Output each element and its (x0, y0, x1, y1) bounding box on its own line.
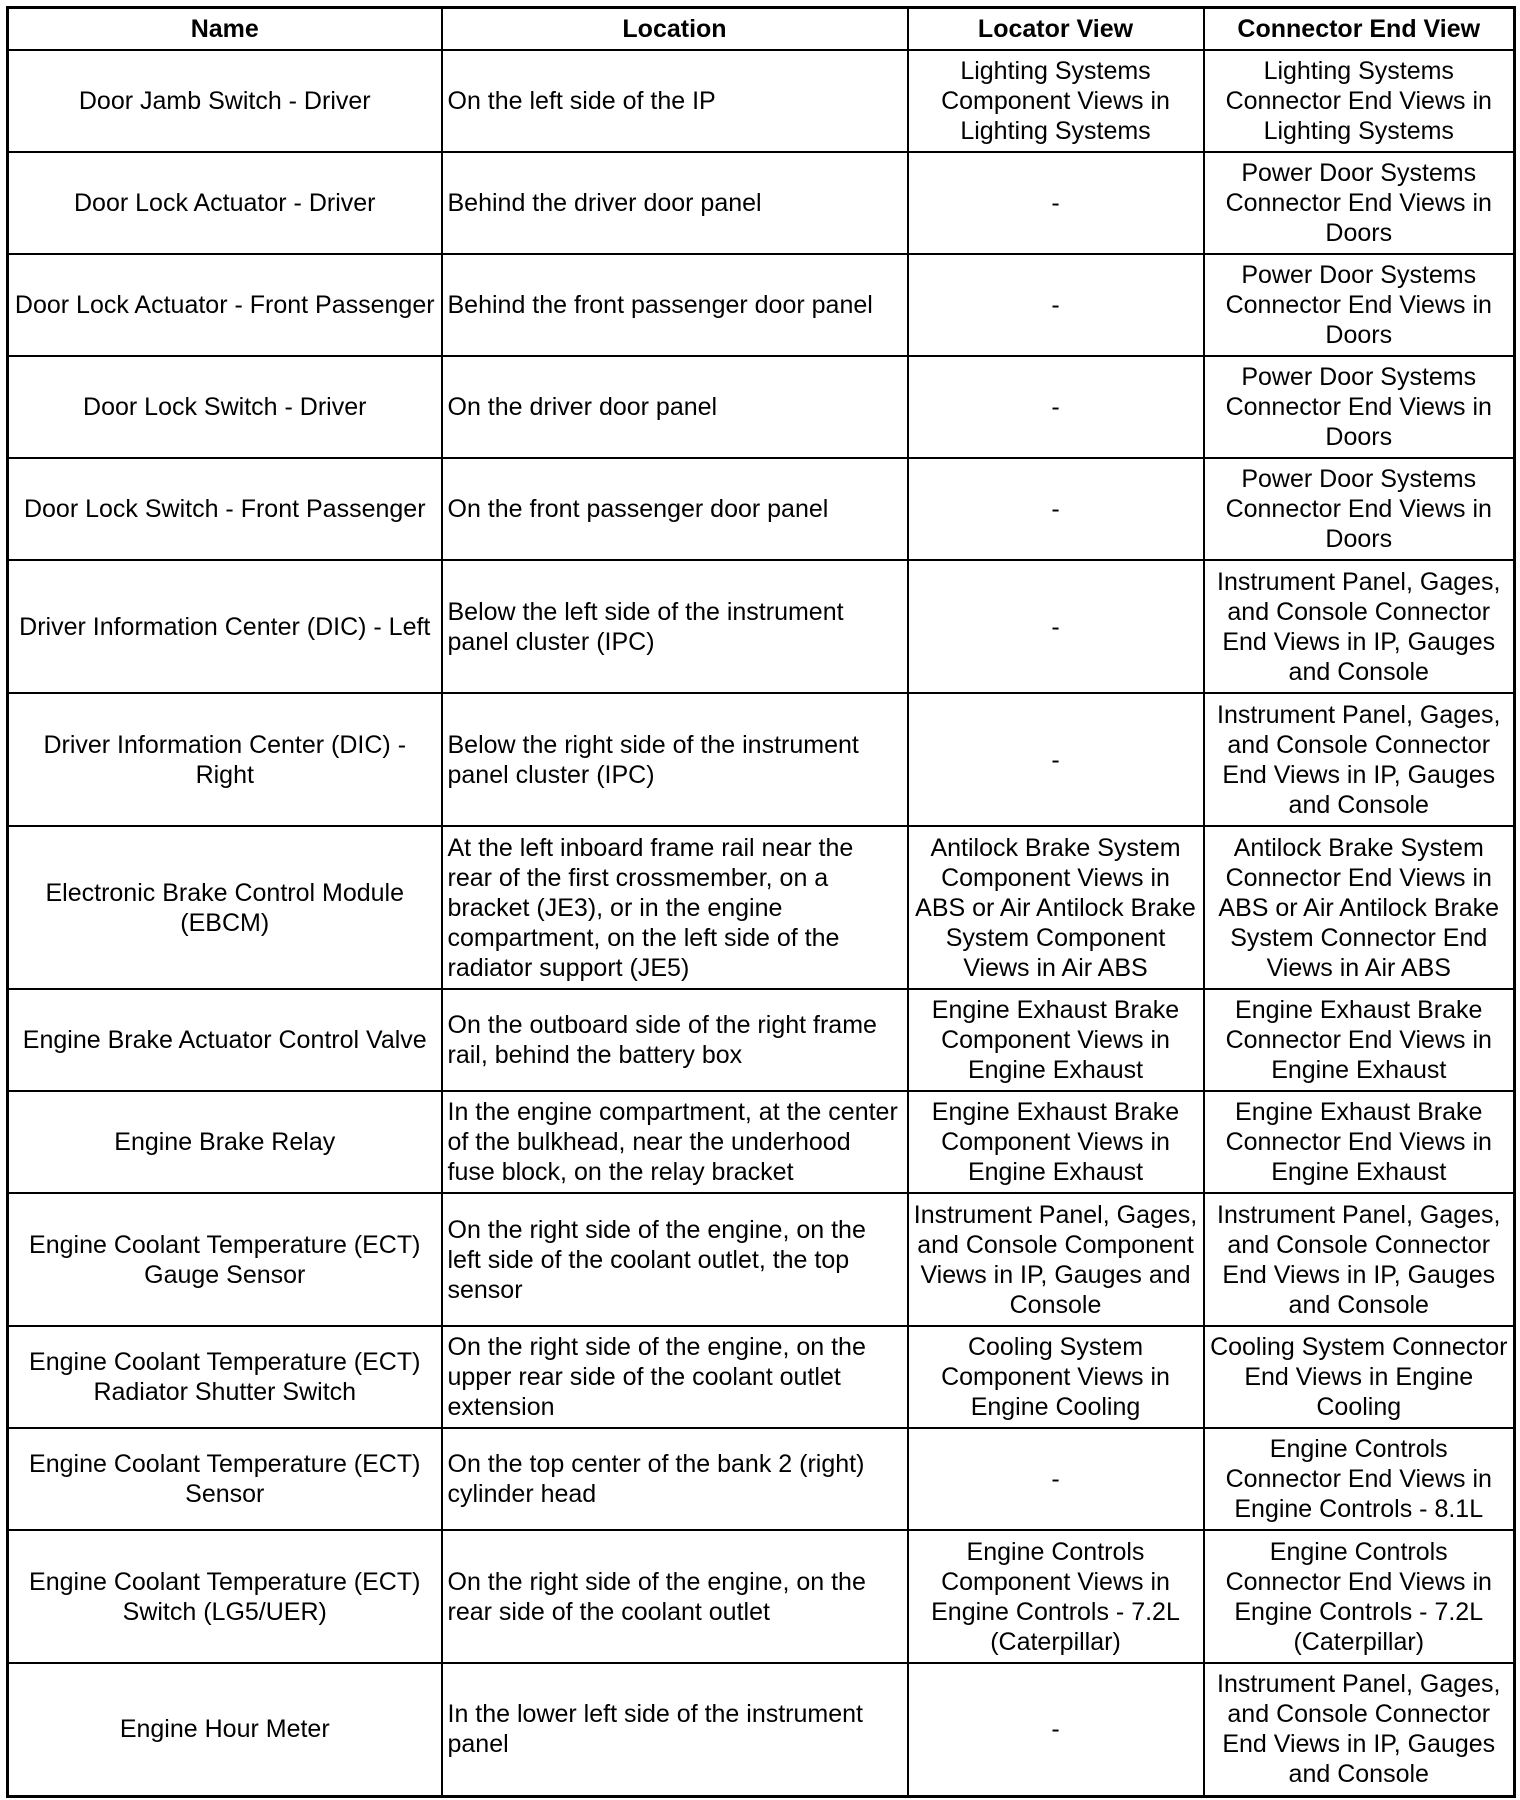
cell-locator-view: - (908, 356, 1204, 458)
cell-connector-end-view: Power Door Systems Connector End Views in Doors (1204, 152, 1515, 254)
cell-name: Driver Information Center (DIC) - Left (8, 560, 442, 693)
cell-name: Door Jamb Switch - Driver (8, 50, 442, 152)
cell-location: In the lower left side of the instrument panel (442, 1663, 908, 1796)
cell-name: Engine Hour Meter (8, 1663, 442, 1796)
cell-name: Door Lock Actuator - Front Passenger (8, 254, 442, 356)
cell-name: Engine Brake Relay (8, 1091, 442, 1193)
table-row (8, 560, 1515, 693)
cell-location: On the left side of the IP (442, 50, 908, 152)
table-row (8, 1663, 1515, 1796)
cell-locator-view: - (908, 1663, 1204, 1796)
cell-connector-end-view: Instrument Panel, Gages, and Console Connector End Views in IP, Gauges and Console (1204, 560, 1515, 693)
cell-location: Behind the front passenger door panel (442, 254, 908, 356)
cell-name: Door Lock Switch - Driver (8, 356, 442, 458)
table-row (8, 50, 1515, 152)
cell-location: On the top center of the bank 2 (right) cylinder head (442, 1428, 908, 1530)
cell-name: Engine Brake Actuator Control Valve (8, 989, 442, 1091)
table-row (8, 356, 1515, 458)
cell-locator-view: Antilock Brake System Component Views in ABS or Air Antilock Brake System Component Views in Air ABS (908, 826, 1204, 989)
cell-location: On the driver door panel (442, 356, 908, 458)
cell-locator-view: - (908, 560, 1204, 693)
table-row (8, 254, 1515, 356)
cell-locator-view: Engine Exhaust Brake Component Views in Engine Exhaust (908, 1091, 1204, 1193)
cell-location: On the right side of the engine, on the left side of the coolant outlet, the top sensor (442, 1193, 908, 1326)
cell-locator-view: - (908, 254, 1204, 356)
cell-name: Door Lock Switch - Front Passenger (8, 458, 442, 560)
table-row (8, 1530, 1515, 1663)
table-row (8, 458, 1515, 560)
cell-location: On the front passenger door panel (442, 458, 908, 560)
table-row (8, 826, 1515, 989)
cell-locator-view: - (908, 1428, 1204, 1530)
cell-connector-end-view: Antilock Brake System Connector End Views in ABS or Air Antilock Brake System Connector End Views in Air ABS (1204, 826, 1515, 989)
cell-connector-end-view: Instrument Panel, Gages, and Console Connector End Views in IP, Gauges and Console (1204, 1193, 1515, 1326)
table-row (8, 1428, 1515, 1530)
cell-locator-view: Lighting Systems Component Views in Lighting Systems (908, 50, 1204, 152)
cell-location: On the outboard side of the right frame rail, behind the battery box (442, 989, 908, 1091)
cell-connector-end-view: Instrument Panel, Gages, and Console Connector End Views in IP, Gauges and Console (1204, 1663, 1515, 1796)
cell-location: Behind the driver door panel (442, 152, 908, 254)
cell-name: Door Lock Actuator - Driver (8, 152, 442, 254)
cell-locator-view: Cooling System Component Views in Engine Cooling (908, 1326, 1204, 1428)
table-row (8, 1091, 1515, 1193)
cell-connector-end-view: Instrument Panel, Gages, and Console Connector End Views in IP, Gauges and Console (1204, 693, 1515, 826)
cell-name: Engine Coolant Temperature (ECT) Switch (LG5/UER) (8, 1530, 442, 1663)
header-connector-end-view: Connector End View (1204, 8, 1515, 51)
cell-connector-end-view: Engine Controls Connector End Views in Engine Controls - 7.2L (Caterpillar) (1204, 1530, 1515, 1663)
cell-name: Driver Information Center (DIC) - Right (8, 693, 442, 826)
table-row (8, 1193, 1515, 1326)
cell-name: Engine Coolant Temperature (ECT) Gauge Sensor (8, 1193, 442, 1326)
header-row (8, 8, 1515, 51)
cell-locator-view: - (908, 458, 1204, 560)
header-name: Name (8, 8, 442, 51)
cell-connector-end-view: Power Door Systems Connector End Views in Doors (1204, 356, 1515, 458)
cell-location: Below the left side of the instrument panel cluster (IPC) (442, 560, 908, 693)
table-row (8, 693, 1515, 826)
cell-connector-end-view: Engine Exhaust Brake Connector End Views in Engine Exhaust (1204, 1091, 1515, 1193)
cell-name: Electronic Brake Control Module (EBCM) (8, 826, 442, 989)
cell-location: At the left inboard frame rail near the rear of the first crossmember, on a bracket (JE3), or in the engine compartment, on the left side of the radiator support (JE5) (442, 826, 908, 989)
cell-locator-view: Instrument Panel, Gages, and Console Component Views in IP, Gauges and Console (908, 1193, 1204, 1326)
cell-connector-end-view: Power Door Systems Connector End Views in Doors (1204, 254, 1515, 356)
cell-connector-end-view: Power Door Systems Connector End Views in Doors (1204, 458, 1515, 560)
cell-name: Engine Coolant Temperature (ECT) Radiator Shutter Switch (8, 1326, 442, 1428)
component-locator-table (6, 6, 1516, 1798)
cell-locator-view: Engine Exhaust Brake Component Views in Engine Exhaust (908, 989, 1204, 1091)
header-locator-view: Locator View (908, 8, 1204, 51)
component-locator-table-container (6, 6, 1513, 1798)
cell-locator-view: - (908, 152, 1204, 254)
cell-location: On the right side of the engine, on the upper rear side of the coolant outlet extension (442, 1326, 908, 1428)
table-row (8, 989, 1515, 1091)
cell-location: On the right side of the engine, on the rear side of the coolant outlet (442, 1530, 908, 1663)
cell-connector-end-view: Lighting Systems Connector End Views in Lighting Systems (1204, 50, 1515, 152)
cell-connector-end-view: Engine Controls Connector End Views in Engine Controls - 8.1L (1204, 1428, 1515, 1530)
table-row (8, 152, 1515, 254)
header-location: Location (442, 8, 908, 51)
cell-location: Below the right side of the instrument panel cluster (IPC) (442, 693, 908, 826)
cell-connector-end-view: Engine Exhaust Brake Connector End Views in Engine Exhaust (1204, 989, 1515, 1091)
cell-locator-view: - (908, 693, 1204, 826)
cell-name: Engine Coolant Temperature (ECT) Sensor (8, 1428, 442, 1530)
cell-location: In the engine compartment, at the center of the bulkhead, near the underhood fuse block, on the relay bracket (442, 1091, 908, 1193)
table-row (8, 1326, 1515, 1428)
cell-connector-end-view: Cooling System Connector End Views in Engine Cooling (1204, 1326, 1515, 1428)
cell-locator-view: Engine Controls Component Views in Engine Controls - 7.2L (Caterpillar) (908, 1530, 1204, 1663)
